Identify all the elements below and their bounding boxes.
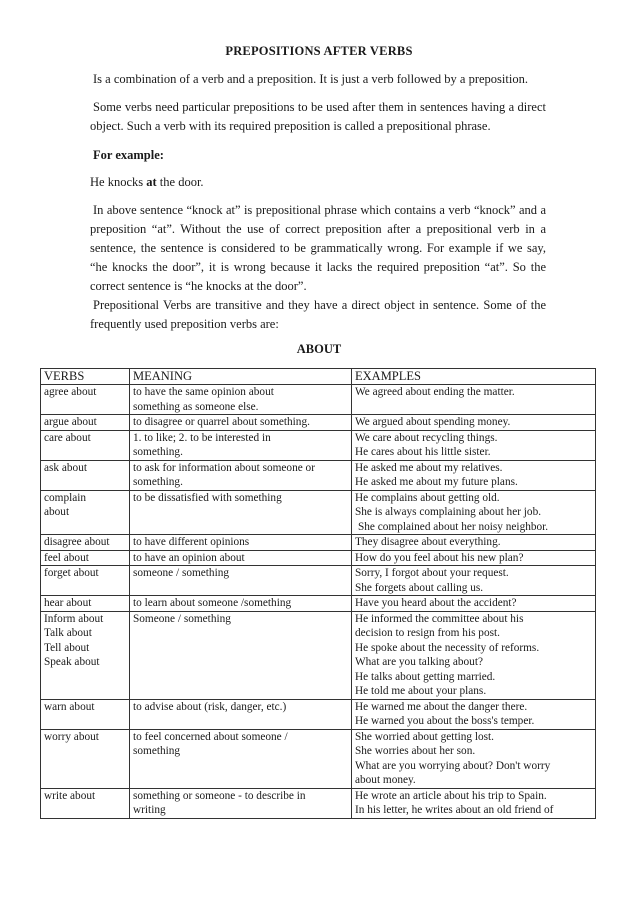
examples-line: about money. xyxy=(355,774,416,786)
examples-cell xyxy=(352,415,596,431)
examples-line: What are you talking about? xyxy=(355,656,483,668)
meaning-line: something. xyxy=(133,476,183,488)
transitive-text: Prepositional Verbs are transitive and they have a direct object in sentence. Some of the frequently used preposition verbs are: xyxy=(90,298,546,331)
examples-cell xyxy=(352,430,596,460)
verb-line: Inform about xyxy=(44,612,104,625)
meaning-cell xyxy=(130,460,352,490)
table-row xyxy=(41,460,596,490)
example-before: He knocks xyxy=(90,175,147,189)
example-bold-word: at xyxy=(146,175,157,189)
verb-line: Speak about xyxy=(44,656,100,668)
meaning-cell xyxy=(130,596,352,612)
table-row xyxy=(41,490,596,535)
meaning-cell xyxy=(130,611,352,699)
examples-line: He complains about getting old. xyxy=(355,491,500,504)
blank-line xyxy=(44,400,126,415)
examples-line: He spoke about the necessity of reforms. xyxy=(355,641,540,654)
meaning-cell xyxy=(130,535,352,551)
meaning-line: to feel concerned about someone / xyxy=(133,730,288,743)
examples-line: She worried about getting lost. xyxy=(355,730,494,743)
examples-line: Sorry, I forgot about your request. xyxy=(355,567,509,579)
examples-line: We care about recycling things. xyxy=(355,431,498,444)
verb-cell xyxy=(41,385,130,415)
blank-line xyxy=(355,400,592,415)
examples-line: He warned me about the danger there. xyxy=(355,700,528,713)
verb-line: warn about xyxy=(44,700,95,713)
verb-cell xyxy=(41,729,130,788)
table-row xyxy=(41,596,596,612)
examples-line: She forgets about calling us. xyxy=(355,581,484,594)
table-row xyxy=(41,430,596,460)
examples-cell xyxy=(352,535,596,551)
table-row xyxy=(41,415,596,431)
example-label xyxy=(90,146,546,165)
examples-line: In his letter, he writes about an old friend of xyxy=(355,804,554,816)
definition-text: Some verbs need particular prepositions to be used after them in sentences having a direct object. Such a verb with its required preposition is called a prepositional phrase. xyxy=(90,100,546,133)
header-examples: EXAMPLES xyxy=(352,369,596,385)
table-row xyxy=(41,385,596,415)
verb-line: Talk about xyxy=(44,627,92,639)
meaning-line: writing xyxy=(133,804,166,816)
examples-line: He warned you about the boss's temper. xyxy=(355,715,535,727)
examples-line: How do you feel about his new plan? xyxy=(355,551,524,564)
examples-line: He wrote an article about his trip to Spain. xyxy=(355,789,547,802)
transitive-paragraph xyxy=(90,296,546,334)
example-label-text: For example: xyxy=(93,148,164,162)
examples-cell xyxy=(352,788,596,818)
verb-cell xyxy=(41,611,130,699)
examples-cell xyxy=(352,699,596,729)
header-meaning: MEANING xyxy=(130,369,352,385)
verb-cell xyxy=(41,550,130,566)
meaning-cell xyxy=(130,550,352,566)
examples-line: He informed the committee about his xyxy=(355,612,524,625)
table-body xyxy=(41,385,596,819)
meaning-cell xyxy=(130,385,352,415)
examples-cell xyxy=(352,550,596,566)
verb-line: forget about xyxy=(44,567,99,579)
examples-line: He asked me about my relatives. xyxy=(355,461,503,474)
explanation-text: In above sentence “knock at” is prepositional phrase which contains a verb “knock” and a preposition “at”. Without the use of correct preposition after a prepositional verb in a sentence, the sentence is considered to be grammatically wrong. For example if we say, “he knocks the door”, it is wrong because it lacks the required preposition “at”. So the correct sentence is “he knocks at the door”. xyxy=(90,203,546,293)
table-row xyxy=(41,535,596,551)
examples-cell xyxy=(352,385,596,415)
section-heading-about: ABOUT xyxy=(296,342,342,356)
verb-line: agree about xyxy=(44,386,97,398)
examples-line: He cares about his little sister. xyxy=(355,446,491,458)
example-sentence xyxy=(90,173,546,192)
meaning-line: to be dissatisfied with something xyxy=(133,491,282,504)
meaning-line: something. xyxy=(133,446,183,458)
examples-line: They disagree about everything. xyxy=(355,536,501,548)
meaning-line: something xyxy=(133,745,181,757)
verb-line: Tell about xyxy=(44,641,90,654)
meaning-cell xyxy=(130,729,352,788)
meaning-line: to have different opinions xyxy=(133,536,250,548)
example-after: the door. xyxy=(156,175,204,189)
table-row xyxy=(41,566,596,596)
verb-line: disagree about xyxy=(44,536,110,548)
meaning-line: 1. to like; 2. to be interested in xyxy=(133,431,271,444)
examples-line: She worries about her son. xyxy=(355,745,476,757)
verb-cell xyxy=(41,460,130,490)
verb-line: ask about xyxy=(44,461,87,474)
definition-paragraph xyxy=(90,98,546,136)
verb-cell xyxy=(41,566,130,596)
verb-line: argue about xyxy=(44,416,97,428)
header-verbs: VERBS xyxy=(41,369,130,385)
examples-cell xyxy=(352,460,596,490)
verb-line: complain xyxy=(44,491,87,504)
examples-line: decision to resign from his post. xyxy=(355,627,500,639)
meaning-line: something or someone - to describe in xyxy=(133,789,306,802)
verb-cell xyxy=(41,788,130,818)
meaning-line: Someone / something xyxy=(133,612,231,625)
examples-line: He told me about your plans. xyxy=(355,685,487,697)
verb-cell xyxy=(41,415,130,431)
prepositional-verbs-table xyxy=(40,368,596,819)
examples-cell xyxy=(352,611,596,699)
examples-cell xyxy=(352,490,596,535)
verb-line: care about xyxy=(44,431,91,444)
verb-cell xyxy=(41,430,130,460)
meaning-cell xyxy=(130,490,352,535)
verb-cell xyxy=(41,490,130,535)
meaning-cell xyxy=(130,699,352,729)
intro-text: Is a combination of a verb and a preposition. It is just a verb followed by a preposition. xyxy=(93,72,528,86)
meaning-line: to have the same opinion about xyxy=(133,386,274,398)
examples-cell xyxy=(352,596,596,612)
examples-line: What are you worrying about? Don't worry xyxy=(355,759,551,772)
meaning-line: to learn about someone /something xyxy=(133,597,292,609)
table-row xyxy=(41,611,596,699)
examples-line: Have you heard about the accident? xyxy=(355,597,517,609)
meaning-line: to have an opinion about xyxy=(133,551,245,564)
verb-line: feel about xyxy=(44,551,89,564)
verb-line: write about xyxy=(44,789,96,802)
verb-line: worry about xyxy=(44,730,99,743)
table-row xyxy=(41,788,596,818)
meaning-cell xyxy=(130,566,352,596)
verb-cell xyxy=(41,596,130,612)
examples-line: She complained about her noisy neighbor. xyxy=(358,520,549,533)
verb-cell xyxy=(41,535,130,551)
examples-cell xyxy=(352,729,596,788)
table-row xyxy=(41,729,596,788)
examples-line: She is always complaining about her job. xyxy=(355,506,542,518)
examples-line: He talks about getting married. xyxy=(355,670,496,683)
meaning-line: something as someone else. xyxy=(133,400,259,413)
meaning-line: to ask for information about someone or xyxy=(133,461,315,474)
table-row xyxy=(41,550,596,566)
verb-cell xyxy=(41,699,130,729)
page-title: PREPOSITIONS AFTER VERBS xyxy=(225,44,413,58)
meaning-line: someone / something xyxy=(133,567,230,579)
examples-line: We argued about spending money. xyxy=(355,416,511,428)
examples-cell xyxy=(352,566,596,596)
explanation-paragraph xyxy=(90,201,546,296)
verb-line: hear about xyxy=(44,597,92,609)
meaning-line: to advise about (risk, danger, etc.) xyxy=(133,700,287,713)
meaning-cell xyxy=(130,788,352,818)
meaning-cell xyxy=(130,415,352,431)
verb-line: about xyxy=(44,506,70,518)
table-header-row xyxy=(41,369,596,385)
table-row xyxy=(41,699,596,729)
meaning-cell xyxy=(130,430,352,460)
examples-line: He asked me about my future plans. xyxy=(355,476,518,488)
examples-line: We agreed about ending the matter. xyxy=(355,386,515,398)
meaning-line: to disagree or quarrel about something. xyxy=(133,416,310,428)
intro-paragraph xyxy=(90,70,546,89)
